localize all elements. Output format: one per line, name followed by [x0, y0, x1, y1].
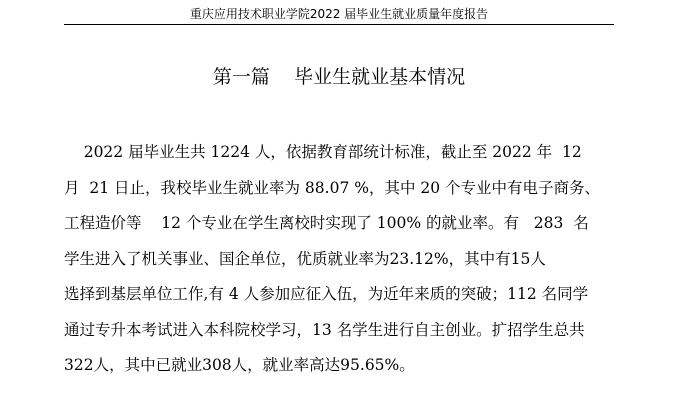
- paragraph-line: 322人，其中已就业308人，就业率高达95.65%。: [64, 356, 415, 374]
- header-divider: [64, 24, 614, 25]
- paragraph-line: 工程造价等 12 个专业在学生离校时实现了 100% 的就业率。有 283 名: [64, 214, 589, 232]
- paragraph-line: 月 21 日止，我校毕业生就业率为 88.07 %，其中 20 个专业中有电子商务、: [64, 178, 601, 197]
- body-paragraph: [64, 135, 624, 384]
- paragraph-line: 2022 届毕业生共 1224 人，依据教育部统计标准，截止至 2022 年 12: [64, 143, 582, 161]
- paragraph-line: 学生进入了机关事业、国企单位，优质就业率为23.12%，其中有15人: [64, 249, 546, 268]
- paragraph-line: 通过专升本考试进入本科院校学习，13 名学生进行自主创业。扩招学生总共: [64, 320, 585, 339]
- paragraph-line: 选择到基层单位工作,有 4 人参加应征入伍，为近年来质的突破；112 名同学: [64, 285, 589, 303]
- running-header: 重庆应用技术职业学院2022 届毕业生就业质量年度报告: [189, 7, 489, 21]
- chapter-title: 第一篇 毕业生就业基本情况: [212, 66, 466, 88]
